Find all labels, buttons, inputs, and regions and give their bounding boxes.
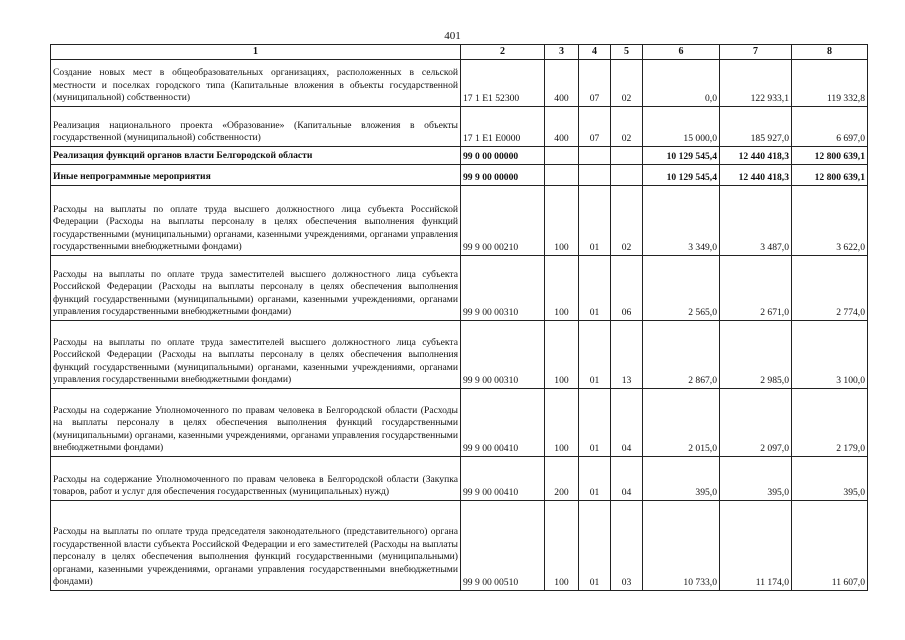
row-c3: 100 xyxy=(545,321,579,389)
header-cell: 2 xyxy=(461,45,545,60)
row-c4: 07 xyxy=(579,60,611,107)
row-c4: 01 xyxy=(579,256,611,321)
row-c8: 3 622,0 xyxy=(792,186,868,256)
row-c3 xyxy=(545,147,579,165)
row-c8: 395,0 xyxy=(792,457,868,501)
row-c7: 2 097,0 xyxy=(720,389,792,457)
row-c3 xyxy=(545,165,579,186)
row-c8: 12 800 639,1 xyxy=(792,165,868,186)
row-c8: 2 774,0 xyxy=(792,256,868,321)
row-c3: 400 xyxy=(545,107,579,147)
row-c7: 2 671,0 xyxy=(720,256,792,321)
row-c3: 400 xyxy=(545,60,579,107)
row-c5: 03 xyxy=(611,501,643,591)
row-c7: 122 933,1 xyxy=(720,60,792,107)
row-c7: 395,0 xyxy=(720,457,792,501)
row-c7: 3 487,0 xyxy=(720,186,792,256)
row-c7: 2 985,0 xyxy=(720,321,792,389)
table-row xyxy=(51,501,868,591)
row-c7: 12 440 418,3 xyxy=(720,165,792,186)
table-row xyxy=(51,147,868,165)
row-c6: 10 733,0 xyxy=(643,501,720,591)
row-c6: 3 349,0 xyxy=(643,186,720,256)
row-name: Расходы на содержание Уполномоченного по правам человека в Белгородской области (Расходы на выплаты персоналу в целях обеспечения выполнения функций государственными (муниципальными) органами, казенными учреждениями, органами управления государственными внебюджетными фондами) xyxy=(51,389,461,457)
header-cell: 5 xyxy=(611,45,643,60)
row-c8: 2 179,0 xyxy=(792,389,868,457)
row-c3: 200 xyxy=(545,457,579,501)
row-c4: 01 xyxy=(579,321,611,389)
row-name: Иные непрограммные мероприятия xyxy=(51,165,461,186)
row-c6: 2 015,0 xyxy=(643,389,720,457)
table-header-row xyxy=(51,45,868,60)
row-c4: 07 xyxy=(579,107,611,147)
row-c3: 100 xyxy=(545,501,579,591)
table-row xyxy=(51,186,868,256)
row-code: 99 9 00 00510 xyxy=(461,501,545,591)
table-row xyxy=(51,256,868,321)
row-name: Расходы на выплаты по оплате труда председателя законодательного (представительного) органа государственной власти субъекта Российской Федерации и его заместителей (Расходы на выплаты персоналу в целях обеспечения выполнения функций государственными (муниципальными) органами, казенными учреждениями, органами управления государственными внебюджетными фондами) xyxy=(51,501,461,591)
row-code: 99 9 00 00310 xyxy=(461,321,545,389)
row-c4 xyxy=(579,165,611,186)
row-code: 99 9 00 00310 xyxy=(461,256,545,321)
table-row xyxy=(51,457,868,501)
header-cell: 1 xyxy=(51,45,461,60)
row-name: Расходы на выплаты по оплате труда заместителей высшего должностного лица субъекта Российской Федерации (Расходы на выплаты персоналу в целях обеспечения выполнения функций государственными (муниципальными) органами, казенными учреждениями, органами управления государственными внебюджетными фондами) xyxy=(51,256,461,321)
row-name: Создание новых мест в общеобразовательных организациях, расположенных в сельской местности и поселках городского типа (Капитальные вложения в объекты государственной (муниципальной) собственности) xyxy=(51,60,461,107)
row-c5: 06 xyxy=(611,256,643,321)
row-code: 99 9 00 00410 xyxy=(461,389,545,457)
row-c6: 15 000,0 xyxy=(643,107,720,147)
row-c8: 3 100,0 xyxy=(792,321,868,389)
row-c5: 02 xyxy=(611,107,643,147)
row-c5: 04 xyxy=(611,389,643,457)
row-c7: 11 174,0 xyxy=(720,501,792,591)
row-name: Реализация национального проекта «Образование» (Капитальные вложения в объекты государственной (муниципальной) собственности) xyxy=(51,107,461,147)
table-row xyxy=(51,60,868,107)
row-code: 99 9 00 00210 xyxy=(461,186,545,256)
row-code: 99 9 00 00000 xyxy=(461,165,545,186)
row-name: Реализация функций органов власти Белгородской области xyxy=(51,147,461,165)
row-c3: 100 xyxy=(545,389,579,457)
row-c5 xyxy=(611,147,643,165)
table-row xyxy=(51,389,868,457)
header-cell: 7 xyxy=(720,45,792,60)
row-c6: 2 867,0 xyxy=(643,321,720,389)
row-c6: 10 129 545,4 xyxy=(643,147,720,165)
header-cell: 6 xyxy=(643,45,720,60)
row-c3: 100 xyxy=(545,186,579,256)
row-c4: 01 xyxy=(579,457,611,501)
row-c8: 6 697,0 xyxy=(792,107,868,147)
row-c6: 10 129 545,4 xyxy=(643,165,720,186)
table-row xyxy=(51,107,868,147)
header-cell: 8 xyxy=(792,45,868,60)
row-name: Расходы на выплаты по оплате труда заместителей высшего должностного лица субъекта Российской Федерации (Расходы на выплаты персоналу в целях обеспечения выполнения функций государственными (муниципальными) органами, казенными учреждениями, органами управления государственными внебюджетными фондами) xyxy=(51,321,461,389)
row-code: 17 1 E1 E0000 xyxy=(461,107,545,147)
row-c5: 13 xyxy=(611,321,643,389)
row-c3: 100 xyxy=(545,256,579,321)
row-c4: 01 xyxy=(579,501,611,591)
row-c5: 04 xyxy=(611,457,643,501)
row-c8: 11 607,0 xyxy=(792,501,868,591)
header-cell: 3 xyxy=(545,45,579,60)
row-c5: 02 xyxy=(611,186,643,256)
table-row xyxy=(51,321,868,389)
row-c6: 2 565,0 xyxy=(643,256,720,321)
row-c4: 01 xyxy=(579,389,611,457)
row-c8: 12 800 639,1 xyxy=(792,147,868,165)
row-code: 17 1 E1 52300 xyxy=(461,60,545,107)
table-row xyxy=(51,165,868,186)
row-c6: 395,0 xyxy=(643,457,720,501)
row-c6: 0,0 xyxy=(643,60,720,107)
row-c7: 185 927,0 xyxy=(720,107,792,147)
row-code: 99 9 00 00410 xyxy=(461,457,545,501)
row-c5 xyxy=(611,165,643,186)
row-name: Расходы на выплаты по оплате труда высшего должностного лица субъекта Российской Федерации (Расходы на выплаты персоналу в целях обеспечения выполнения функций государственными (муниципальными) органами, казенными учреждениями, органами управления государственными внебюджетными фондами) xyxy=(51,186,461,256)
header-cell: 4 xyxy=(579,45,611,60)
row-c5: 02 xyxy=(611,60,643,107)
row-name: Расходы на содержание Уполномоченного по правам человека в Белгородской области (Закупка товаров, работ и услуг для обеспечения государственных (муниципальных) нужд) xyxy=(51,457,461,501)
row-c4: 01 xyxy=(579,186,611,256)
budget-table xyxy=(50,44,868,591)
row-code: 99 0 00 00000 xyxy=(461,147,545,165)
page-number: 401 xyxy=(444,30,461,42)
row-c7: 12 440 418,3 xyxy=(720,147,792,165)
row-c8: 119 332,8 xyxy=(792,60,868,107)
row-c4 xyxy=(579,147,611,165)
